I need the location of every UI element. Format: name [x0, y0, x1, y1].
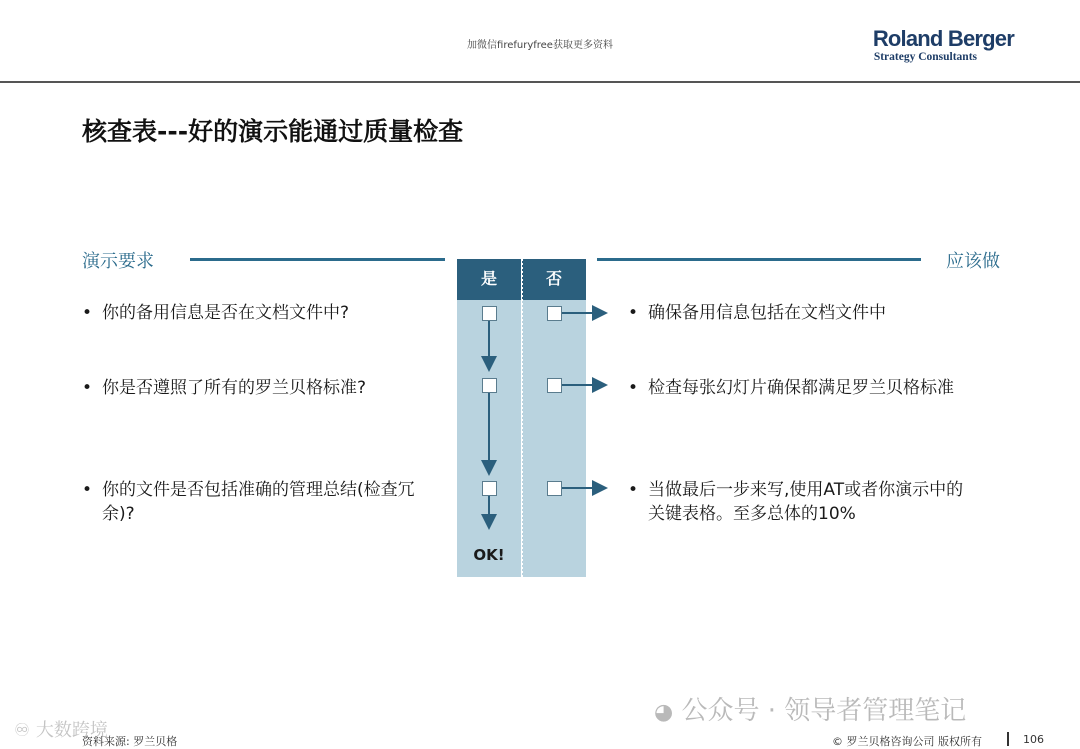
question-text-3: 你的文件是否包括准确的管理总结(检查冗余)? [102, 480, 415, 524]
logo-wordmark: Roland Berger [872, 26, 1014, 51]
footer-source: 资料来源: 罗兰贝格 [82, 735, 178, 748]
action-item-1 [628, 301, 978, 325]
footer-divider [1007, 732, 1009, 746]
bullet-dot: • [628, 303, 639, 323]
bullet-dot: • [628, 480, 639, 500]
yes-column-header: 是 [457, 259, 521, 300]
bullet-dot: • [82, 480, 93, 500]
question-text-2: 你是否遵照了所有的罗兰贝格标准? [102, 378, 367, 398]
corner-logo-icon: ♾ [14, 720, 31, 741]
action-item-3 [628, 478, 978, 526]
wechat-watermark-text: 公众号 · 领导者管理笔记 [681, 696, 967, 726]
bullet-dot: • [82, 378, 93, 398]
action-text-1: 确保备用信息包括在文档文件中 [648, 303, 886, 323]
question-item-3 [82, 478, 442, 526]
action-item-2 [628, 376, 978, 400]
section-heading-requirements: 演示要求 [82, 251, 154, 272]
question-text-1: 你的备用信息是否在文档文件中? [102, 303, 350, 323]
section-heading-actions: 应该做 [946, 251, 1000, 272]
bullet-dot: • [82, 303, 93, 323]
no-column-header: 否 [522, 259, 586, 300]
question-item-1 [82, 301, 452, 325]
action-text-3: 当做最后一步来写,使用AT或者你演示中的关键表格。至多总体的10% [648, 480, 964, 524]
ok-label: OK! [473, 546, 505, 564]
wechat-icon: ◕ [654, 700, 674, 725]
header-note: 加微信firefuryfree获取更多资料 [467, 40, 613, 51]
footer-copyright: © 罗兰贝格咨询公司 版权所有 [832, 735, 982, 748]
logo-tagline: Strategy Consultants [873, 51, 977, 63]
action-text-2: 检查每张幻灯片确保都满足罗兰贝格标准 [648, 378, 954, 398]
page-number: 106 [1023, 733, 1044, 746]
page-title: 核查表---好的演示能通过质量检查 [82, 117, 464, 146]
question-item-2 [82, 376, 452, 400]
bullet-dot: • [628, 378, 639, 398]
wechat-watermark [654, 690, 966, 727]
corner-watermark-text: 大数跨境 [35, 720, 108, 741]
